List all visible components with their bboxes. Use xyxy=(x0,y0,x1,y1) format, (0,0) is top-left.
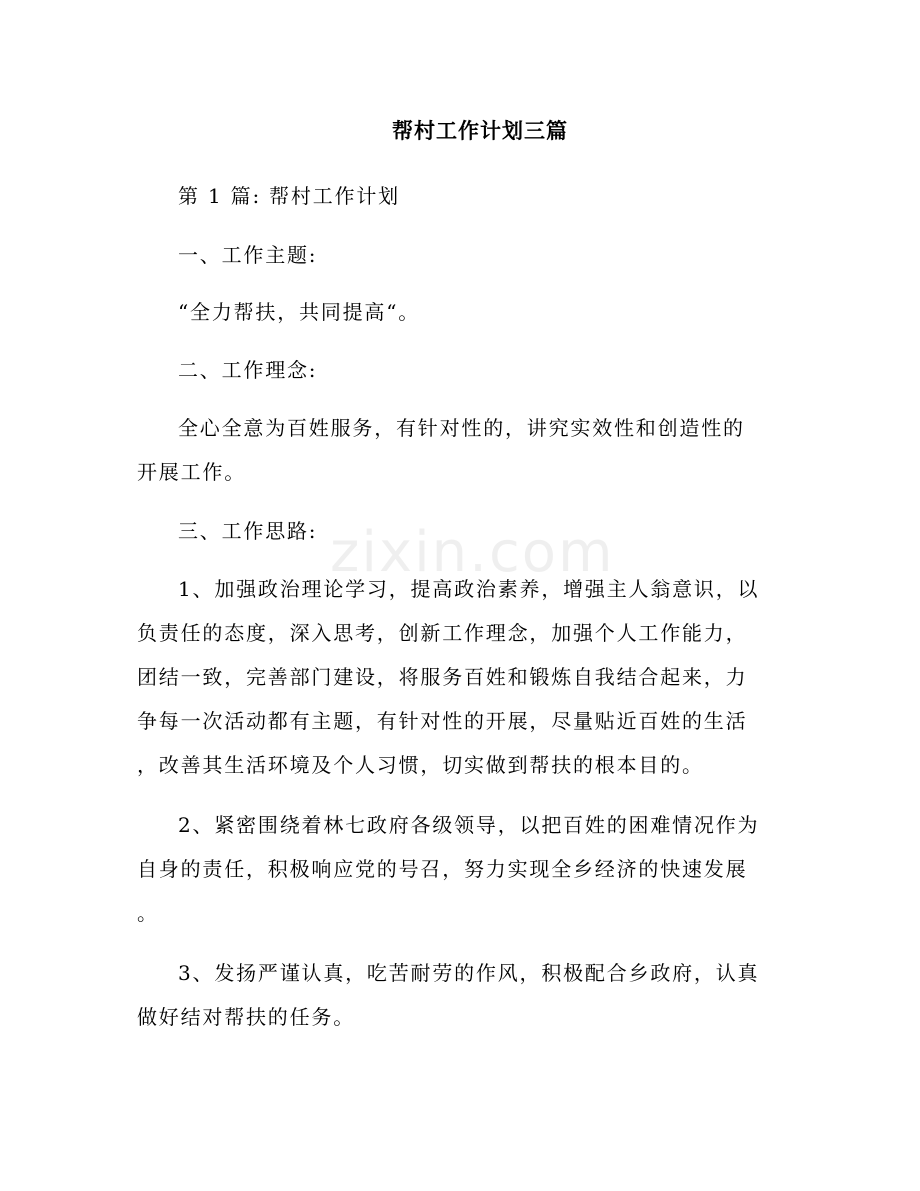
item2-line: 自身的责任，积极响应党的号召，努力实现全乡经济的快速发展 xyxy=(137,857,748,881)
item1-line: 团结一致，完善部门建设，将服务百姓和锻炼自我结合起来，力 xyxy=(137,665,748,689)
section2-text-line: 全心全意为百姓服务，有针对性的，讲究实效性和创造性的 xyxy=(178,416,745,440)
item3-line: 3、发扬严谨认真，吃苦耐劳的作风，积极配合乡政府，认真 xyxy=(178,961,760,985)
section1-heading: 一、工作主题: xyxy=(178,243,318,267)
section2-heading: 二、工作理念: xyxy=(178,358,318,382)
document-title: 帮村工作计划三篇 xyxy=(392,119,568,143)
section1-text: “全力帮扶，共同提高“。 xyxy=(178,300,421,324)
item1-line: 负责任的态度，深入思考，创新工作理念，加强个人工作能力， xyxy=(137,621,748,645)
section2-text-line: 开展工作。 xyxy=(137,460,246,484)
chapter-heading: 第 1 篇: 帮村工作计划 xyxy=(178,184,400,208)
item2-line: 2、紧密围绕着林七政府各级领导，以把百姓的困难情况作为 xyxy=(178,813,760,837)
section3-heading: 三、工作思路: xyxy=(178,519,318,543)
item1-line: 1、加强政治理论学习，提高政治素养，增强主人翁意识，以 xyxy=(178,577,760,601)
item1-line: ，改善其生活环境及个人习惯，切实做到帮扶的根本目的。 xyxy=(137,753,704,777)
item1-line: 争每一次活动都有主题，有针对性的开展，尽量贴近百姓的生活 xyxy=(137,709,748,733)
watermark: zixin.com xyxy=(330,520,615,585)
item2-line: 。 xyxy=(137,901,159,925)
item3-line: 做好结对帮扶的任务。 xyxy=(137,1005,355,1029)
